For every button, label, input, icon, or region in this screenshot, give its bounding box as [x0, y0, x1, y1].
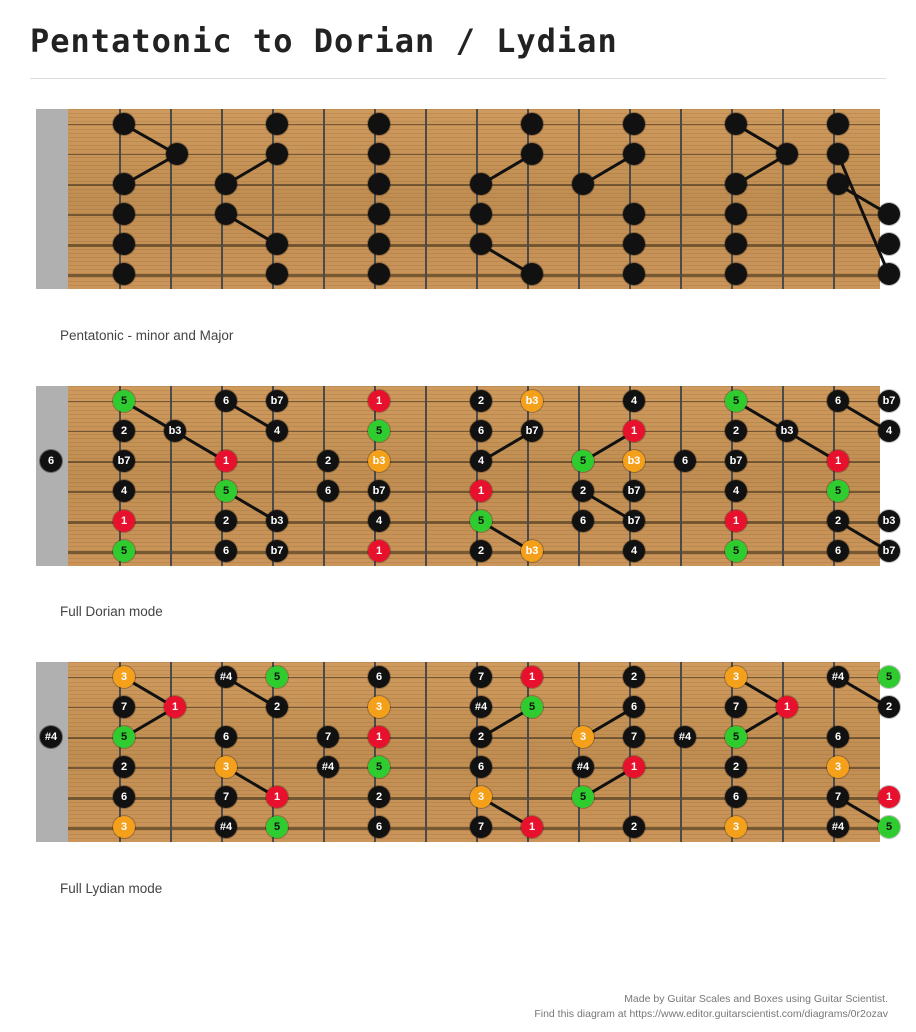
- fret-line: [476, 109, 478, 289]
- fret-note[interactable]: [166, 143, 188, 165]
- open-string-note[interactable]: #4: [40, 726, 62, 748]
- fret-note[interactable]: [878, 203, 900, 225]
- fret-note[interactable]: 3: [725, 816, 747, 838]
- fret-note[interactable]: 5: [521, 696, 543, 718]
- fret-note[interactable]: 3: [215, 756, 237, 778]
- fret-note[interactable]: 5: [113, 540, 135, 562]
- fret-note[interactable]: #4: [215, 816, 237, 838]
- fret-note[interactable]: 5: [368, 756, 390, 778]
- fret-note[interactable]: 2: [368, 786, 390, 808]
- fret-note[interactable]: 6: [470, 420, 492, 442]
- fret-line: [578, 662, 580, 842]
- fret-line: [425, 109, 427, 289]
- fret-note[interactable]: b3: [878, 510, 900, 532]
- fret-line: [731, 386, 733, 566]
- fret-line: [323, 662, 325, 842]
- fret-note[interactable]: b3: [266, 510, 288, 532]
- fret-note[interactable]: [470, 173, 492, 195]
- fret-note[interactable]: 6: [827, 540, 849, 562]
- fret-note[interactable]: [572, 173, 594, 195]
- fret-line: [272, 109, 274, 289]
- fret-note[interactable]: 1: [215, 450, 237, 472]
- fret-note[interactable]: 5: [113, 390, 135, 412]
- fret-note[interactable]: [368, 173, 390, 195]
- fret-note[interactable]: 2: [572, 480, 594, 502]
- fretboard-surface-3: [68, 662, 893, 842]
- fret-note[interactable]: 1: [623, 756, 645, 778]
- fret-note[interactable]: [368, 233, 390, 255]
- fret-note[interactable]: 7: [113, 696, 135, 718]
- fret-note[interactable]: b7: [725, 450, 747, 472]
- fret-note[interactable]: 5: [215, 480, 237, 502]
- fret-note[interactable]: #4: [470, 696, 492, 718]
- fret-note[interactable]: 5: [827, 480, 849, 502]
- fret-line: [323, 109, 325, 289]
- fret-note[interactable]: [725, 233, 747, 255]
- fret-note[interactable]: 2: [470, 726, 492, 748]
- fret-note[interactable]: b7: [368, 480, 390, 502]
- fret-line: [221, 386, 223, 566]
- fret-note[interactable]: 1: [113, 510, 135, 532]
- fret-note[interactable]: [266, 113, 288, 135]
- fret-note[interactable]: b7: [113, 450, 135, 472]
- fret-note[interactable]: 2: [113, 420, 135, 442]
- fret-note[interactable]: [521, 263, 543, 285]
- fret-note[interactable]: 1: [725, 510, 747, 532]
- fret-note[interactable]: [776, 143, 798, 165]
- fret-note[interactable]: [827, 173, 849, 195]
- fret-note[interactable]: [113, 173, 135, 195]
- caption-dorian: Full Dorian mode: [60, 604, 163, 619]
- fret-note[interactable]: 2: [215, 510, 237, 532]
- fret-note[interactable]: 4: [368, 510, 390, 532]
- fret-note[interactable]: 6: [827, 726, 849, 748]
- fret-note[interactable]: 3: [827, 756, 849, 778]
- fret-note[interactable]: [623, 143, 645, 165]
- fret-note[interactable]: [623, 203, 645, 225]
- fret-line: [374, 662, 376, 842]
- fret-note[interactable]: 5: [368, 420, 390, 442]
- fret-note[interactable]: b3: [521, 390, 543, 412]
- fret-note[interactable]: [215, 203, 237, 225]
- fret-note[interactable]: 6: [317, 480, 339, 502]
- fret-note[interactable]: 3: [113, 816, 135, 838]
- fret-note[interactable]: 2: [470, 540, 492, 562]
- fret-note[interactable]: [368, 203, 390, 225]
- fret-note[interactable]: 5: [878, 816, 900, 838]
- fret-note[interactable]: 2: [317, 450, 339, 472]
- fret-note[interactable]: [623, 233, 645, 255]
- fret-note[interactable]: 5: [266, 666, 288, 688]
- fret-note[interactable]: 4: [623, 540, 645, 562]
- fretboard-pentatonic: [36, 109, 880, 289]
- fret-note[interactable]: 5: [572, 786, 594, 808]
- fret-note[interactable]: b3: [368, 450, 390, 472]
- string-line: [68, 154, 880, 155]
- fret-note[interactable]: [878, 263, 900, 285]
- fret-note[interactable]: 4: [470, 450, 492, 472]
- fret-note[interactable]: 6: [368, 666, 390, 688]
- caption-lydian: Full Lydian mode: [60, 881, 163, 896]
- fret-note[interactable]: 5: [266, 816, 288, 838]
- fret-note[interactable]: 7: [827, 786, 849, 808]
- fret-note[interactable]: 2: [470, 390, 492, 412]
- fret-note[interactable]: 5: [725, 726, 747, 748]
- fret-note[interactable]: 6: [623, 696, 645, 718]
- fret-note[interactable]: 3: [572, 726, 594, 748]
- fret-note[interactable]: b7: [878, 540, 900, 562]
- fret-note[interactable]: 1: [521, 816, 543, 838]
- fretboard-surface-1: [68, 109, 880, 289]
- fret-note[interactable]: 7: [623, 726, 645, 748]
- fret-note[interactable]: 4: [623, 390, 645, 412]
- fret-note[interactable]: 5: [572, 450, 594, 472]
- fret-line: [272, 386, 274, 566]
- fret-note[interactable]: 3: [368, 696, 390, 718]
- footer-line-1: Made by Guitar Scales and Boxes using Guitar Scientist.: [624, 993, 888, 1005]
- fret-note[interactable]: 2: [827, 510, 849, 532]
- fret-note[interactable]: 4: [878, 420, 900, 442]
- fret-line: [476, 662, 478, 842]
- string-line: [68, 274, 880, 277]
- fret-note[interactable]: 6: [827, 390, 849, 412]
- fret-note[interactable]: 2: [266, 696, 288, 718]
- fret-note[interactable]: b7: [623, 510, 645, 532]
- fret-note[interactable]: [725, 263, 747, 285]
- fret-line: [782, 109, 784, 289]
- fret-note[interactable]: 1: [266, 786, 288, 808]
- footer-line-2: Find this diagram at https://www.editor.guitarscientist.com/diagrams/0r2ozav: [534, 1008, 888, 1020]
- footer-credits: [534, 992, 888, 1022]
- fret-note[interactable]: 1: [368, 390, 390, 412]
- fret-note[interactable]: [878, 233, 900, 255]
- fret-note[interactable]: [470, 203, 492, 225]
- fret-note[interactable]: 1: [521, 666, 543, 688]
- fret-line: [680, 662, 682, 842]
- fret-line: [527, 662, 529, 842]
- fret-note[interactable]: [827, 143, 849, 165]
- fret-note[interactable]: [368, 113, 390, 135]
- fret-note[interactable]: [725, 113, 747, 135]
- fret-note[interactable]: #4: [827, 666, 849, 688]
- fret-line: [323, 386, 325, 566]
- fret-line: [833, 662, 835, 842]
- fret-note[interactable]: [368, 143, 390, 165]
- fret-note[interactable]: 2: [623, 816, 645, 838]
- fret-line: [782, 386, 784, 566]
- fret-note[interactable]: b3: [521, 540, 543, 562]
- fret-note[interactable]: b3: [776, 420, 798, 442]
- fret-note[interactable]: 6: [215, 390, 237, 412]
- fret-line: [578, 109, 580, 289]
- fret-note[interactable]: #4: [215, 666, 237, 688]
- fret-note[interactable]: 6: [215, 726, 237, 748]
- string-line: [68, 124, 880, 125]
- fret-note[interactable]: b7: [878, 390, 900, 412]
- fret-line: [170, 662, 172, 842]
- fret-line: [680, 386, 682, 566]
- fretboard-lydian: [36, 662, 893, 842]
- fret-note[interactable]: [623, 113, 645, 135]
- fret-line: [731, 109, 733, 289]
- fret-note[interactable]: 6: [674, 450, 696, 472]
- fret-note[interactable]: [113, 113, 135, 135]
- fret-line: [119, 386, 121, 566]
- fret-line: [833, 386, 835, 566]
- fret-note[interactable]: 1: [164, 696, 186, 718]
- fret-line: [119, 662, 121, 842]
- fret-note[interactable]: b7: [266, 540, 288, 562]
- fret-note[interactable]: 1: [878, 786, 900, 808]
- fret-line: [221, 109, 223, 289]
- fret-line: [833, 109, 835, 289]
- open-string-note[interactable]: 6: [40, 450, 62, 472]
- fret-line: [425, 386, 427, 566]
- fret-note[interactable]: 3: [470, 786, 492, 808]
- open-string-notes-2: [36, 386, 68, 566]
- fret-line: [170, 386, 172, 566]
- fret-line: [119, 109, 121, 289]
- fret-note[interactable]: 1: [470, 480, 492, 502]
- fret-note[interactable]: 2: [113, 756, 135, 778]
- fret-note[interactable]: 5: [725, 390, 747, 412]
- fret-note[interactable]: [215, 173, 237, 195]
- fret-note[interactable]: 7: [470, 816, 492, 838]
- fret-note[interactable]: [827, 113, 849, 135]
- fret-note[interactable]: 2: [878, 696, 900, 718]
- fret-note[interactable]: b3: [623, 450, 645, 472]
- fret-line: [425, 662, 427, 842]
- open-string-notes-3: [36, 662, 68, 842]
- fret-note[interactable]: 4: [725, 480, 747, 502]
- fret-line: [578, 386, 580, 566]
- fret-note[interactable]: 2: [623, 666, 645, 688]
- page-title: Pentatonic to Dorian / Lydian: [30, 22, 886, 79]
- fret-line: [221, 662, 223, 842]
- fret-note[interactable]: [368, 263, 390, 285]
- open-string-notes-1: [36, 109, 68, 289]
- fret-note[interactable]: b7: [623, 480, 645, 502]
- fret-line: [527, 109, 529, 289]
- fret-line: [272, 662, 274, 842]
- fret-note[interactable]: 3: [725, 666, 747, 688]
- fret-note[interactable]: [113, 263, 135, 285]
- fret-note[interactable]: 6: [725, 786, 747, 808]
- fret-note[interactable]: 1: [368, 726, 390, 748]
- fretboard-surface-2: [68, 386, 896, 566]
- fret-note[interactable]: [521, 143, 543, 165]
- fret-line: [170, 109, 172, 289]
- fret-note[interactable]: [623, 263, 645, 285]
- fret-note[interactable]: 6: [470, 756, 492, 778]
- fret-note[interactable]: #4: [317, 756, 339, 778]
- fret-note[interactable]: 4: [113, 480, 135, 502]
- fret-note[interactable]: 2: [725, 420, 747, 442]
- fret-note[interactable]: [113, 203, 135, 225]
- fret-note[interactable]: 1: [827, 450, 849, 472]
- fret-note[interactable]: 6: [113, 786, 135, 808]
- fret-note[interactable]: 7: [725, 696, 747, 718]
- fret-note[interactable]: [725, 173, 747, 195]
- fret-note[interactable]: b7: [266, 390, 288, 412]
- fret-note[interactable]: 7: [470, 666, 492, 688]
- fret-note[interactable]: 6: [368, 816, 390, 838]
- fret-line: [476, 386, 478, 566]
- fret-note[interactable]: 5: [878, 666, 900, 688]
- fret-note[interactable]: 7: [317, 726, 339, 748]
- fret-note[interactable]: 5: [725, 540, 747, 562]
- fret-note[interactable]: 2: [725, 756, 747, 778]
- fret-line: [731, 662, 733, 842]
- fret-note[interactable]: 5: [113, 726, 135, 748]
- fret-note[interactable]: #4: [674, 726, 696, 748]
- fret-note[interactable]: [521, 113, 543, 135]
- fret-note[interactable]: [266, 143, 288, 165]
- fret-note[interactable]: 1: [776, 696, 798, 718]
- fret-note[interactable]: 1: [623, 420, 645, 442]
- fret-note[interactable]: #4: [827, 816, 849, 838]
- fret-line: [374, 386, 376, 566]
- fret-note[interactable]: [266, 233, 288, 255]
- fret-note[interactable]: [725, 203, 747, 225]
- fret-note[interactable]: [266, 263, 288, 285]
- fret-note[interactable]: 6: [215, 540, 237, 562]
- fret-line: [527, 386, 529, 566]
- fret-note[interactable]: 6: [572, 510, 594, 532]
- fretboard-dorian: [36, 386, 896, 566]
- fret-note[interactable]: 4: [266, 420, 288, 442]
- fret-note[interactable]: b3: [164, 420, 186, 442]
- fret-line: [629, 386, 631, 566]
- fret-note[interactable]: 1: [368, 540, 390, 562]
- fret-line: [629, 109, 631, 289]
- fret-note[interactable]: 5: [470, 510, 492, 532]
- fret-note[interactable]: 3: [113, 666, 135, 688]
- fret-line: [782, 662, 784, 842]
- fret-note[interactable]: 7: [215, 786, 237, 808]
- fret-note[interactable]: [113, 233, 135, 255]
- fret-note[interactable]: b7: [521, 420, 543, 442]
- caption-pentatonic: Pentatonic - minor and Major: [60, 328, 234, 343]
- fret-note[interactable]: #4: [572, 756, 594, 778]
- fret-line: [680, 109, 682, 289]
- fret-note[interactable]: [470, 233, 492, 255]
- fret-line: [629, 662, 631, 842]
- fret-line: [374, 109, 376, 289]
